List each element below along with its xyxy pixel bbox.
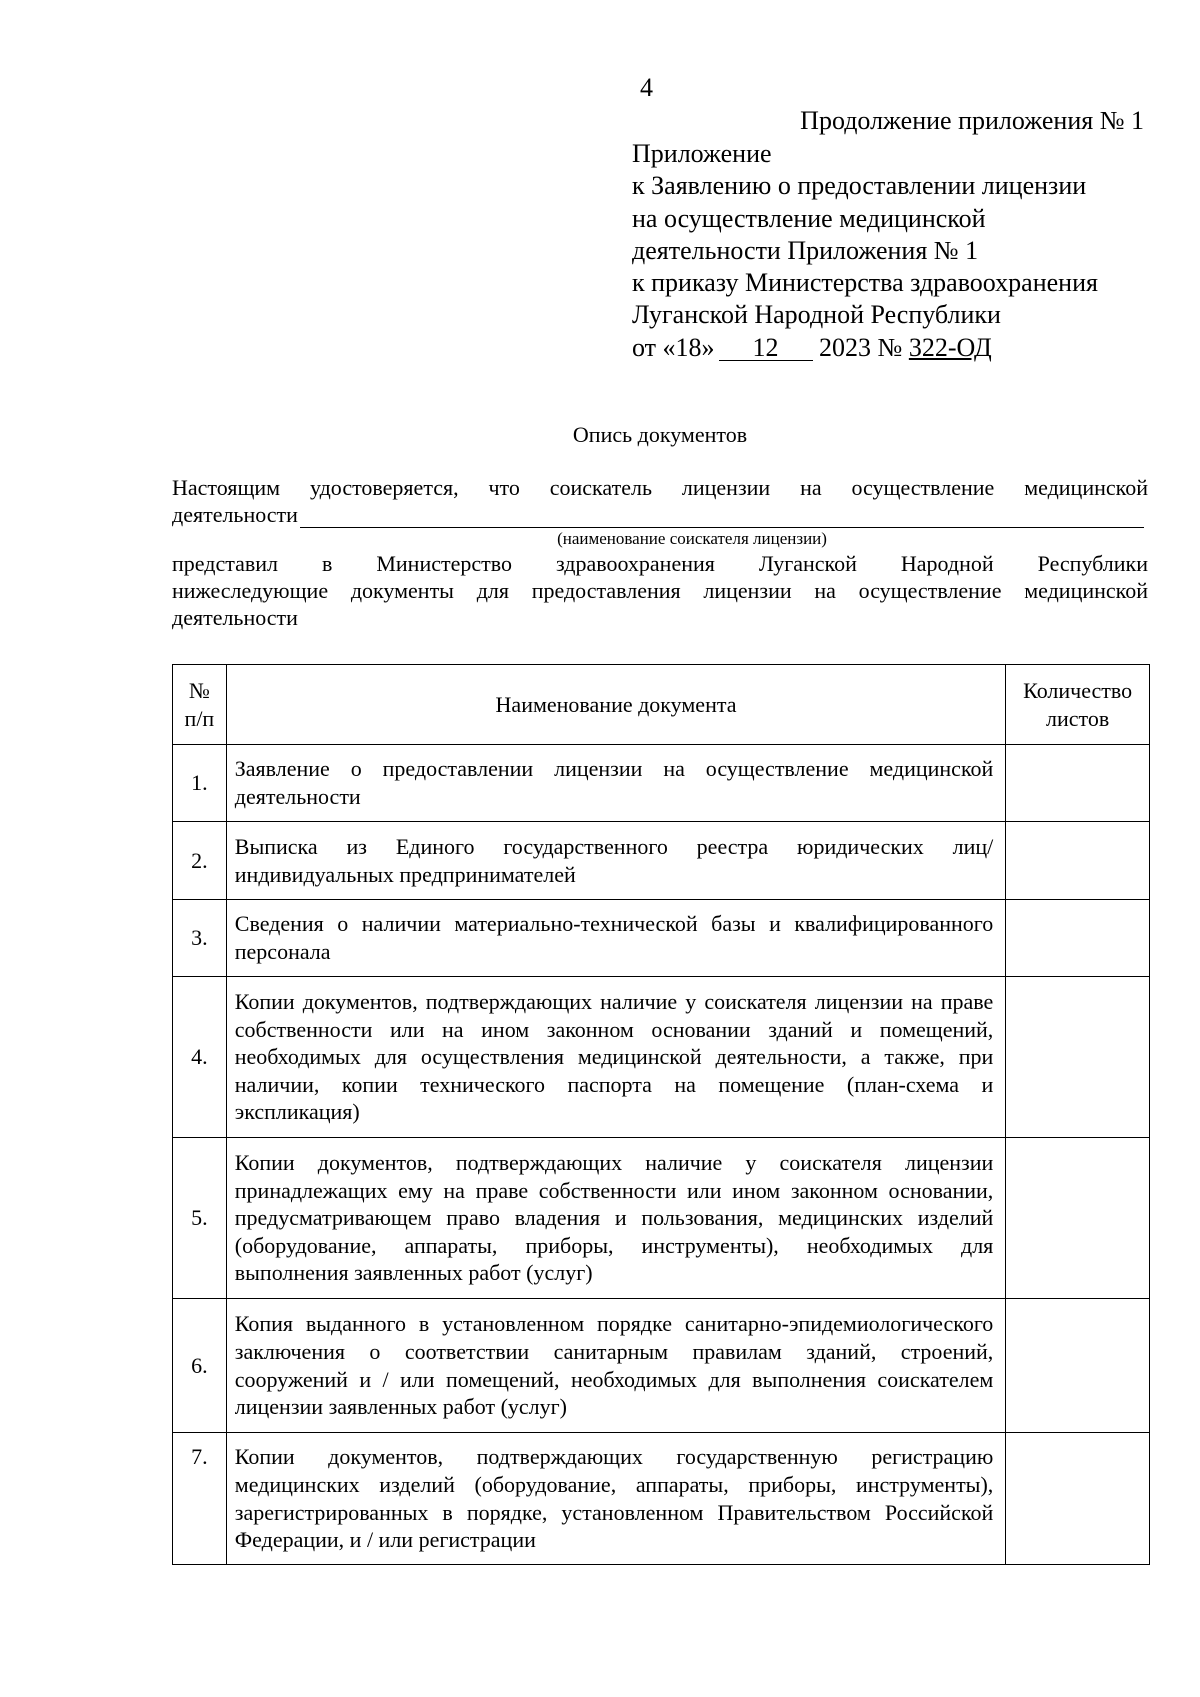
applicant-name-caption: (наименование соискателя лицензии) — [557, 529, 827, 548]
row-sheet-count[interactable] — [1006, 977, 1150, 1138]
order-number: 322-ОД — [908, 332, 992, 362]
intro-line: нижеследующие документы для предоставления лицензии на осуществление медицинской — [172, 578, 1148, 603]
appendix-line: деятельности Приложения № 1 — [632, 235, 979, 265]
order-month: 12 — [719, 336, 813, 361]
appendix-header — [632, 104, 1152, 364]
header-quantity-line: листов — [1046, 705, 1110, 731]
row-number: 2. — [173, 822, 227, 900]
document-title: Опись документов — [572, 422, 748, 447]
intro-paragraph — [172, 474, 1148, 631]
row-document-name: Копии документов, подтверждающих наличие у соискателя лицензии на праве собственности или на ином законном основании зданий и помещений, необходимых для осуществления медицинской деятельности, а также, при наличии, копии технического паспорта на помещение (план-схема и экспликация) — [226, 977, 1006, 1138]
table-row — [173, 1299, 1150, 1433]
table-header-row — [173, 665, 1150, 745]
documents-table — [172, 664, 1150, 1565]
table-row — [173, 977, 1150, 1138]
row-sheet-count[interactable] — [1006, 745, 1150, 822]
table-row — [173, 822, 1150, 900]
applicant-name-row — [172, 501, 1148, 528]
row-document-name: Копии документов, подтверждающих наличие у соискателя лицензии принадлежащих ему на праве собственности или ином законном основании, предусматривающем право владения и пользования, медицинских изделий (оборудование, аппараты, приборы, инструменты), необходимых для выполнения заявленных работ (услуг) — [226, 1138, 1006, 1299]
order-reference — [632, 332, 1152, 364]
header-quantity-line: Количество — [1023, 677, 1133, 703]
intro-line: деятельности — [172, 605, 298, 630]
row-sheet-count[interactable] — [1006, 1138, 1150, 1299]
appendix-continuation: Продолжение приложения № 1 — [800, 106, 1144, 135]
row-number: 1. — [173, 745, 227, 822]
table-row — [173, 1433, 1150, 1565]
order-date-prefix: от «18» — [632, 332, 715, 362]
row-sheet-count[interactable] — [1006, 1433, 1150, 1565]
row-number: 5. — [173, 1138, 227, 1299]
intro-line: Настоящим удостоверяется, что соискатель лицензии на осуществление медицинской — [172, 475, 1148, 500]
appendix-line: на осуществление медицинской — [632, 203, 986, 233]
row-number: 7. — [173, 1433, 227, 1565]
header-number — [173, 665, 227, 745]
header-number-line: № — [188, 677, 210, 703]
header-quantity — [1006, 665, 1150, 745]
appendix-line: к приказу Министерства здравоохранения — [632, 268, 1098, 298]
appendix-line: к Заявлению о предоставлении лицензии — [632, 171, 1087, 201]
row-document-name: Копии документов, подтверждающих государственную регистрацию медицинских изделий (оборудование, аппараты, приборы, инструменты), зарегистрированных в порядке, установленном Правительством Российской Федерации, и / или регистрации — [226, 1433, 1006, 1565]
row-document-name: Сведения о наличии материально-технической базы и квалифицированного персонала — [226, 900, 1006, 977]
row-document-name: Копия выданного в установленном порядке санитарно-эпидемиологического заключения о соответствии санитарным правилам зданий, строений, сооружений и / или помещений, необходимых для выполнения соискателем лицензии заявленных работ (услуг) — [226, 1299, 1006, 1433]
row-sheet-count[interactable] — [1006, 822, 1150, 900]
table-row — [173, 1138, 1150, 1299]
row-document-name: Заявление о предоставлении лицензии на осуществление медицинской деятельности — [226, 745, 1006, 822]
applicant-name-blank[interactable] — [300, 505, 1144, 528]
appendix-line: Луганской Народной Республики — [632, 300, 1001, 330]
header-document-name: Наименование документа — [226, 665, 1006, 745]
intro-line: деятельности — [172, 502, 298, 527]
row-sheet-count[interactable] — [1006, 900, 1150, 977]
row-number: 4. — [173, 977, 227, 1138]
table-row — [173, 745, 1150, 822]
order-year: 2023 № — [819, 332, 903, 362]
row-number: 3. — [173, 900, 227, 977]
intro-line: представил в Министерство здравоохранения Луганской Народной Республики — [172, 551, 1148, 576]
page-number: 4 — [640, 73, 653, 102]
appendix-line: Приложение — [632, 139, 772, 168]
table-row — [173, 900, 1150, 977]
row-document-name: Выписка из Единого государственного реестра юридических лиц/индивидуальных предпринимателей — [226, 822, 1006, 900]
header-number-line: п/п — [184, 705, 215, 731]
row-number: 6. — [173, 1299, 227, 1433]
row-sheet-count[interactable] — [1006, 1299, 1150, 1433]
